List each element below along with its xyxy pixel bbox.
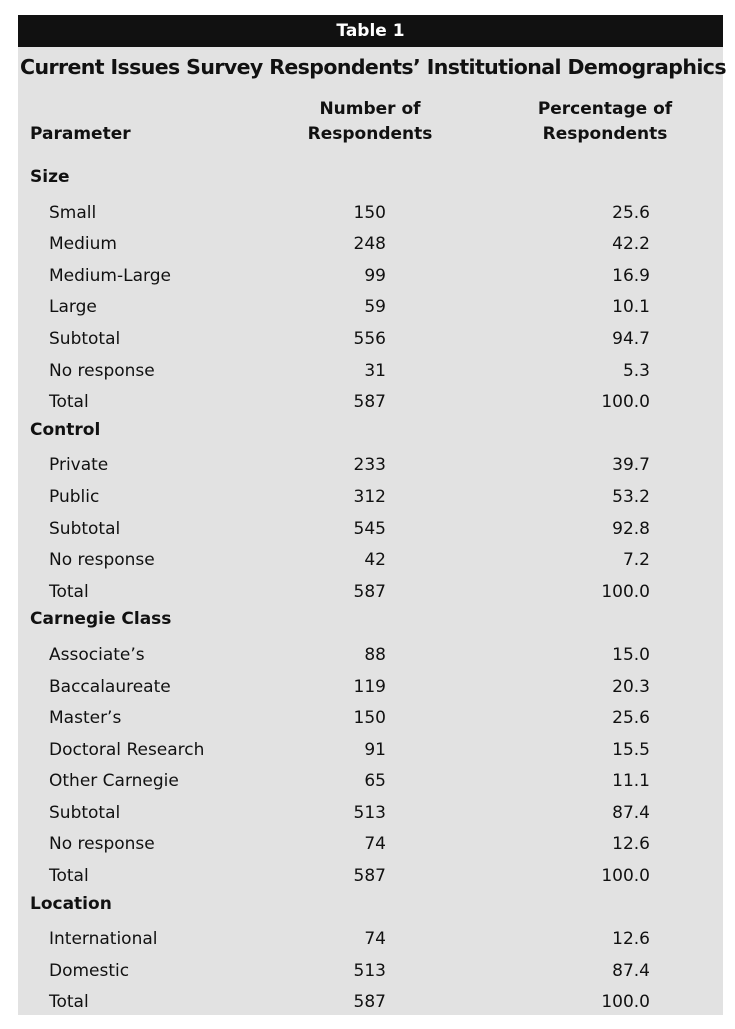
header-number-of-respondents xyxy=(278,97,462,147)
number-of-respondents-cell: 587 xyxy=(353,866,386,887)
table-caption: Table 1 xyxy=(18,15,723,47)
row-label: Subtotal xyxy=(49,328,121,349)
number-of-respondents-cell: 91 xyxy=(364,739,386,760)
table-row xyxy=(18,957,723,989)
table-row xyxy=(18,767,723,799)
row-label: Small xyxy=(49,202,97,223)
number-of-respondents-cell: 587 xyxy=(353,581,386,602)
number-of-respondents-cell: 119 xyxy=(353,676,386,697)
header-number-line2: Respondents xyxy=(307,124,433,144)
row-label: No response xyxy=(49,360,155,381)
percentage-of-respondents-cell: 11.1 xyxy=(612,771,650,792)
number-of-respondents-cell: 587 xyxy=(353,992,386,1013)
table-row xyxy=(18,925,723,957)
percentage-of-respondents-cell: 92.8 xyxy=(612,518,650,539)
table-row xyxy=(18,546,723,578)
table-row xyxy=(18,451,723,483)
number-of-respondents-cell: 513 xyxy=(353,960,386,981)
row-label: Master’s xyxy=(49,708,122,729)
table-row xyxy=(18,641,723,673)
table-row xyxy=(18,704,723,736)
table-row xyxy=(18,357,723,389)
number-of-respondents-cell: 74 xyxy=(364,929,386,950)
number-of-respondents-cell: 150 xyxy=(353,202,386,223)
section-label: Location xyxy=(30,893,112,914)
table-row xyxy=(18,799,723,831)
row-label: Private xyxy=(49,455,109,476)
percentage-of-respondents-cell: 94.7 xyxy=(612,328,650,349)
percentage-of-respondents-cell: 100.0 xyxy=(601,392,650,413)
row-label: Medium xyxy=(49,234,117,255)
row-label: International xyxy=(49,929,158,950)
number-of-respondents-cell: 556 xyxy=(353,328,386,349)
section-header-row xyxy=(18,609,723,641)
row-label: Public xyxy=(49,486,100,507)
section-label: Control xyxy=(30,419,101,440)
row-label: Total xyxy=(49,992,89,1013)
table-title: Current Issues Survey Respondents’ Institutional Demographics xyxy=(20,55,726,79)
percentage-of-respondents-cell: 10.1 xyxy=(612,297,650,318)
table-row xyxy=(18,830,723,862)
table-row xyxy=(18,483,723,515)
row-label: Other Carnegie xyxy=(49,771,179,792)
row-label: Subtotal xyxy=(49,802,121,823)
table-row xyxy=(18,515,723,547)
percentage-of-respondents-cell: 100.0 xyxy=(601,992,650,1013)
header-percent-line1: Percentage of xyxy=(537,99,673,119)
row-label: Baccalaureate xyxy=(49,676,171,697)
number-of-respondents-cell: 150 xyxy=(353,708,386,729)
percentage-of-respondents-cell: 100.0 xyxy=(601,866,650,887)
percentage-of-respondents-cell: 12.6 xyxy=(612,834,650,855)
number-of-respondents-cell: 59 xyxy=(364,297,386,318)
row-label: Total xyxy=(49,392,89,413)
row-label: Subtotal xyxy=(49,518,121,539)
row-label: Total xyxy=(49,581,89,602)
table-row xyxy=(18,578,723,610)
table-row xyxy=(18,673,723,705)
percentage-of-respondents-cell: 25.6 xyxy=(612,708,650,729)
number-of-respondents-cell: 312 xyxy=(353,486,386,507)
percentage-of-respondents-cell: 87.4 xyxy=(612,960,650,981)
number-of-respondents-cell: 587 xyxy=(353,392,386,413)
percentage-of-respondents-cell: 20.3 xyxy=(612,676,650,697)
header-parameter: Parameter xyxy=(30,124,131,144)
percentage-of-respondents-cell: 100.0 xyxy=(601,581,650,602)
row-label: Domestic xyxy=(49,960,130,981)
percentage-of-respondents-cell: 42.2 xyxy=(612,234,650,255)
table-row xyxy=(18,988,723,1020)
percentage-of-respondents-cell: 39.7 xyxy=(612,455,650,476)
number-of-respondents-cell: 74 xyxy=(364,834,386,855)
row-label: Total xyxy=(49,866,89,887)
row-label: Large xyxy=(49,297,97,318)
percentage-of-respondents-cell: 5.3 xyxy=(622,360,650,381)
percentage-of-respondents-cell: 25.6 xyxy=(612,202,650,223)
header-percentage-of-respondents xyxy=(513,97,697,147)
percentage-of-respondents-cell: 15.0 xyxy=(612,644,650,665)
section-label: Carnegie Class xyxy=(30,609,172,630)
percentage-of-respondents-cell: 87.4 xyxy=(612,802,650,823)
header-percent-line2: Respondents xyxy=(542,124,668,144)
table-row xyxy=(18,262,723,294)
table-row xyxy=(18,736,723,768)
number-of-respondents-cell: 65 xyxy=(364,771,386,792)
section-header-row xyxy=(18,420,723,452)
number-of-respondents-cell: 42 xyxy=(364,550,386,571)
table-body xyxy=(18,167,723,1020)
number-of-respondents-cell: 31 xyxy=(364,360,386,381)
row-label: No response xyxy=(49,550,155,571)
section-header-row xyxy=(18,167,723,199)
number-of-respondents-cell: 545 xyxy=(353,518,386,539)
header-number-line1: Number of xyxy=(319,99,421,119)
number-of-respondents-cell: 248 xyxy=(353,234,386,255)
percentage-of-respondents-cell: 53.2 xyxy=(612,486,650,507)
row-label: Medium-Large xyxy=(49,265,171,286)
section-label: Size xyxy=(30,167,70,187)
percentage-of-respondents-cell: 7.2 xyxy=(622,550,650,571)
table-row xyxy=(18,293,723,325)
table-row xyxy=(18,325,723,357)
table-row xyxy=(18,862,723,894)
percentage-of-respondents-cell: 15.5 xyxy=(612,739,650,760)
number-of-respondents-cell: 99 xyxy=(364,265,386,286)
number-of-respondents-cell: 513 xyxy=(353,802,386,823)
percentage-of-respondents-cell: 12.6 xyxy=(612,929,650,950)
row-label: Associate’s xyxy=(49,644,145,665)
table-row xyxy=(18,230,723,262)
number-of-respondents-cell: 233 xyxy=(353,455,386,476)
number-of-respondents-cell: 88 xyxy=(364,644,386,665)
table-row xyxy=(18,199,723,231)
demographics-table xyxy=(18,15,726,1015)
row-label: Doctoral Research xyxy=(49,739,205,760)
row-label: No response xyxy=(49,834,155,855)
section-header-row xyxy=(18,894,723,926)
percentage-of-respondents-cell: 16.9 xyxy=(612,265,650,286)
table-row xyxy=(18,388,723,420)
